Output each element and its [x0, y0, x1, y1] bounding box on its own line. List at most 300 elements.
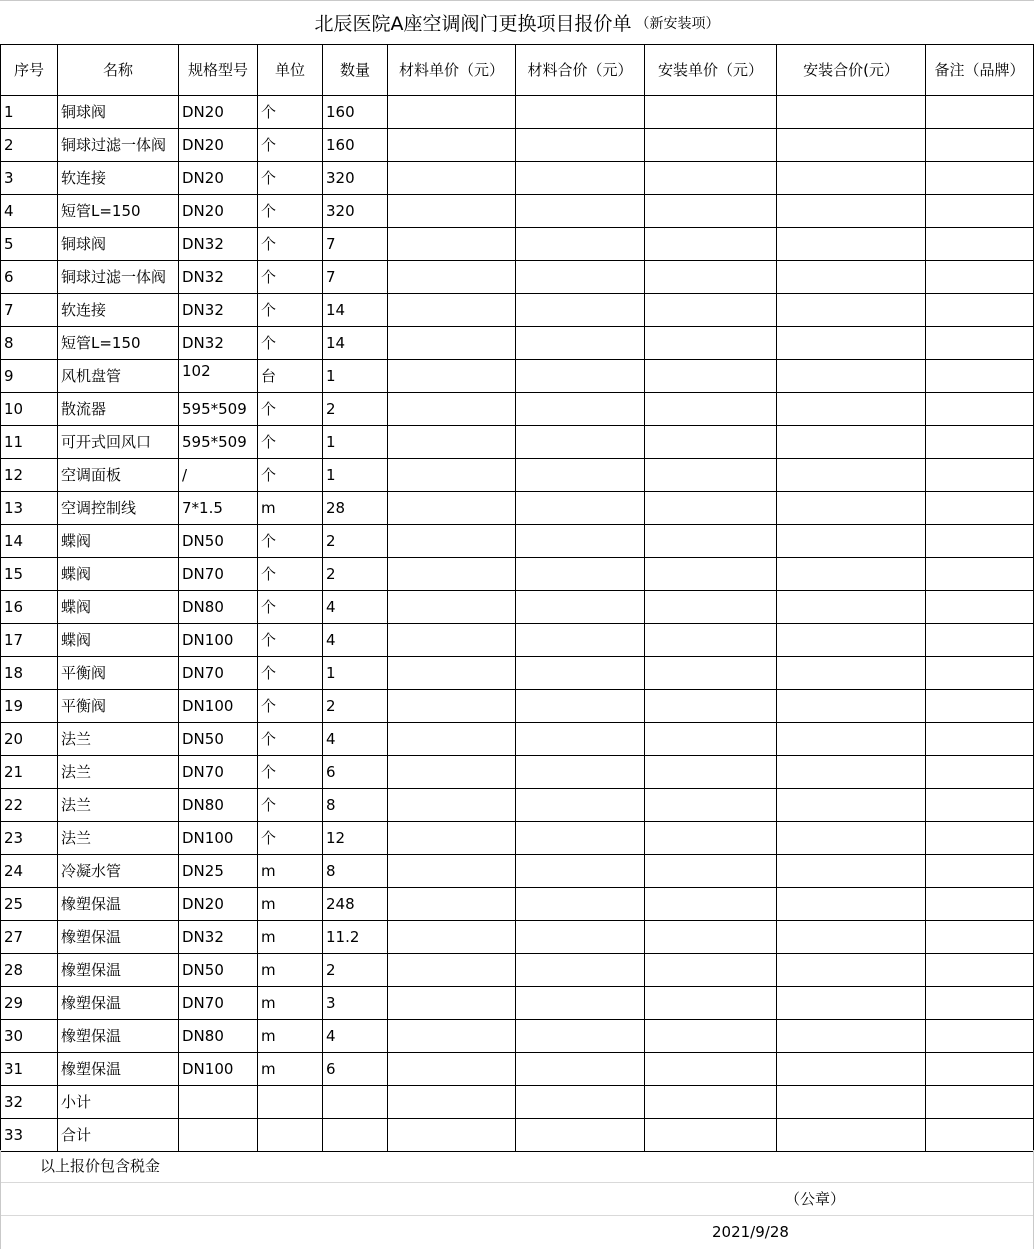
row-remark — [926, 459, 1034, 492]
row-unit: 个 — [258, 228, 323, 261]
row-name: 法兰 — [58, 756, 179, 789]
row-spec: DN32 — [179, 261, 258, 294]
row-qty: 1 — [323, 360, 388, 393]
page-subtitle: （新安装项） — [635, 15, 720, 32]
table-row — [1, 789, 1034, 822]
row-install-unit-price — [645, 525, 777, 558]
row-no: 10 — [1, 393, 58, 426]
row-no: 15 — [1, 558, 58, 591]
row-unit: 个 — [258, 657, 323, 690]
row-install-unit-price — [645, 261, 777, 294]
row-material-unit-price — [388, 426, 516, 459]
row-spec: DN20 — [179, 195, 258, 228]
row-material-unit-price — [388, 822, 516, 855]
row-unit: 个 — [258, 195, 323, 228]
row-install-unit-price — [645, 195, 777, 228]
row-material-total — [516, 657, 645, 690]
row-material-total — [516, 1020, 645, 1053]
row-qty: 7 — [323, 228, 388, 261]
row-spec — [179, 1086, 258, 1119]
table-row — [1, 1020, 1034, 1053]
row-material-unit-price — [388, 657, 516, 690]
row-name: 冷凝水管 — [58, 855, 179, 888]
row-material-total — [516, 96, 645, 129]
row-name: 软连接 — [58, 294, 179, 327]
row-remark — [926, 294, 1034, 327]
row-install-total — [777, 624, 926, 657]
row-install-unit-price — [645, 987, 777, 1020]
row-material-total — [516, 459, 645, 492]
row-unit: 个 — [258, 393, 323, 426]
row-install-total — [777, 162, 926, 195]
row-material-total — [516, 162, 645, 195]
row-material-total — [516, 129, 645, 162]
row-qty: 4 — [323, 1020, 388, 1053]
row-remark — [926, 921, 1034, 954]
row-unit: 台 — [258, 360, 323, 393]
row-spec: DN100 — [179, 624, 258, 657]
row-no: 1 — [1, 96, 58, 129]
row-material-unit-price — [388, 129, 516, 162]
row-install-unit-price — [645, 855, 777, 888]
row-qty: 1 — [323, 657, 388, 690]
row-material-total — [516, 558, 645, 591]
row-spec: 595*509 — [179, 426, 258, 459]
seal-row — [0, 1183, 1034, 1216]
row-unit: m — [258, 987, 323, 1020]
row-no: 18 — [1, 657, 58, 690]
row-name: 蝶阀 — [58, 525, 179, 558]
row-qty: 14 — [323, 327, 388, 360]
row-spec: DN70 — [179, 558, 258, 591]
row-install-unit-price — [645, 327, 777, 360]
row-install-total — [777, 228, 926, 261]
quote-table — [0, 44, 1034, 1152]
row-material-unit-price — [388, 756, 516, 789]
row-no: 9 — [1, 360, 58, 393]
row-no: 20 — [1, 723, 58, 756]
row-name: 散流器 — [58, 393, 179, 426]
row-remark — [926, 1086, 1034, 1119]
row-no: 3 — [1, 162, 58, 195]
row-name: 蝶阀 — [58, 591, 179, 624]
row-no: 17 — [1, 624, 58, 657]
row-material-total — [516, 360, 645, 393]
row-qty: 320 — [323, 162, 388, 195]
row-install-unit-price — [645, 294, 777, 327]
row-material-unit-price — [388, 1119, 516, 1152]
col-header-name: 名称 — [58, 45, 179, 96]
row-no: 28 — [1, 954, 58, 987]
row-install-total — [777, 327, 926, 360]
row-spec: DN80 — [179, 591, 258, 624]
row-install-total — [777, 459, 926, 492]
row-qty: 8 — [323, 855, 388, 888]
table-row — [1, 129, 1034, 162]
tax-note: 以上报价包含税金 — [0, 1150, 1034, 1183]
row-material-unit-price — [388, 228, 516, 261]
row-unit: 个 — [258, 129, 323, 162]
row-unit: 个 — [258, 162, 323, 195]
table-body — [1, 96, 1034, 1152]
row-install-unit-price — [645, 888, 777, 921]
row-remark — [926, 723, 1034, 756]
row-qty: 28 — [323, 492, 388, 525]
row-name: 铜球阀 — [58, 228, 179, 261]
row-unit: 个 — [258, 624, 323, 657]
row-material-unit-price — [388, 954, 516, 987]
table-row — [1, 921, 1034, 954]
row-install-total — [777, 426, 926, 459]
row-spec: DN32 — [179, 294, 258, 327]
row-install-unit-price — [645, 360, 777, 393]
row-install-total — [777, 591, 926, 624]
row-install-unit-price — [645, 591, 777, 624]
row-install-total — [777, 1086, 926, 1119]
row-no: 13 — [1, 492, 58, 525]
row-name: 软连接 — [58, 162, 179, 195]
row-spec: DN80 — [179, 1020, 258, 1053]
row-install-total — [777, 129, 926, 162]
table-row — [1, 855, 1034, 888]
col-header-install-total: 安装合价(元） — [777, 45, 926, 96]
table-row — [1, 195, 1034, 228]
row-material-unit-price — [388, 987, 516, 1020]
row-install-unit-price — [645, 162, 777, 195]
row-material-unit-price — [388, 1086, 516, 1119]
row-no: 24 — [1, 855, 58, 888]
row-remark — [926, 591, 1034, 624]
row-material-total — [516, 525, 645, 558]
row-remark — [926, 492, 1034, 525]
col-header-material-unit-price: 材料单价（元） — [388, 45, 516, 96]
row-qty: 160 — [323, 129, 388, 162]
col-header-remark: 备注（品牌） — [926, 45, 1034, 96]
row-material-total — [516, 327, 645, 360]
row-no: 5 — [1, 228, 58, 261]
table-row — [1, 1119, 1034, 1152]
row-install-unit-price — [645, 459, 777, 492]
row-qty: 1 — [323, 459, 388, 492]
row-unit: 个 — [258, 789, 323, 822]
row-name: 铜球过滤一体阀 — [58, 129, 179, 162]
row-install-total — [777, 921, 926, 954]
row-qty: 1 — [323, 426, 388, 459]
row-spec: DN70 — [179, 657, 258, 690]
row-spec: DN32 — [179, 327, 258, 360]
row-material-unit-price — [388, 1053, 516, 1086]
row-material-unit-price — [388, 921, 516, 954]
row-no: 23 — [1, 822, 58, 855]
row-no: 8 — [1, 327, 58, 360]
row-install-total — [777, 1053, 926, 1086]
row-install-unit-price — [645, 1119, 777, 1152]
row-material-total — [516, 789, 645, 822]
row-material-total — [516, 987, 645, 1020]
row-qty: 3 — [323, 987, 388, 1020]
row-qty: 6 — [323, 756, 388, 789]
row-spec: DN50 — [179, 723, 258, 756]
row-install-total — [777, 657, 926, 690]
row-name: 空调面板 — [58, 459, 179, 492]
row-install-total — [777, 492, 926, 525]
row-material-total — [516, 690, 645, 723]
row-unit: m — [258, 954, 323, 987]
row-remark — [926, 195, 1034, 228]
row-spec: DN70 — [179, 987, 258, 1020]
row-qty: 2 — [323, 393, 388, 426]
row-material-total — [516, 195, 645, 228]
row-qty: 248 — [323, 888, 388, 921]
col-header-install-unit-price: 安装单价（元） — [645, 45, 777, 96]
row-install-unit-price — [645, 1086, 777, 1119]
row-qty — [323, 1086, 388, 1119]
table-row — [1, 1086, 1034, 1119]
row-spec: 7*1.5 — [179, 492, 258, 525]
col-header-material-total: 材料合价（元） — [516, 45, 645, 96]
row-install-total — [777, 756, 926, 789]
row-remark — [926, 855, 1034, 888]
row-qty — [323, 1119, 388, 1152]
row-unit: m — [258, 921, 323, 954]
table-row — [1, 162, 1034, 195]
row-install-total — [777, 690, 926, 723]
row-unit: 个 — [258, 327, 323, 360]
row-qty: 6 — [323, 1053, 388, 1086]
table-row — [1, 657, 1034, 690]
row-remark — [926, 228, 1034, 261]
table-row — [1, 426, 1034, 459]
row-install-total — [777, 558, 926, 591]
row-install-unit-price — [645, 921, 777, 954]
quote-date: 2021/9/28 — [712, 1223, 789, 1241]
row-spec: DN50 — [179, 954, 258, 987]
row-install-unit-price — [645, 96, 777, 129]
row-unit: 个 — [258, 690, 323, 723]
row-spec: DN80 — [179, 789, 258, 822]
row-no: 22 — [1, 789, 58, 822]
table-row — [1, 954, 1034, 987]
row-install-unit-price — [645, 954, 777, 987]
row-material-unit-price — [388, 624, 516, 657]
row-material-unit-price — [388, 855, 516, 888]
row-spec: DN20 — [179, 888, 258, 921]
row-name: 橡塑保温 — [58, 987, 179, 1020]
row-material-unit-price — [388, 690, 516, 723]
row-install-total — [777, 723, 926, 756]
row-unit: 个 — [258, 591, 323, 624]
row-unit: m — [258, 1020, 323, 1053]
row-material-total — [516, 426, 645, 459]
row-qty: 8 — [323, 789, 388, 822]
row-install-total — [777, 1119, 926, 1152]
title-row — [0, 0, 1034, 44]
row-qty: 11.2 — [323, 921, 388, 954]
row-spec: DN20 — [179, 96, 258, 129]
row-name: 橡塑保温 — [58, 921, 179, 954]
row-install-unit-price — [645, 657, 777, 690]
row-spec: DN100 — [179, 1053, 258, 1086]
row-spec: / — [179, 459, 258, 492]
row-install-unit-price — [645, 1020, 777, 1053]
row-install-unit-price — [645, 723, 777, 756]
row-install-total — [777, 525, 926, 558]
header-row — [1, 45, 1034, 96]
row-install-total — [777, 360, 926, 393]
table-row — [1, 987, 1034, 1020]
row-remark — [926, 624, 1034, 657]
row-remark — [926, 96, 1034, 129]
row-material-unit-price — [388, 261, 516, 294]
col-header-no: 序号 — [1, 45, 58, 96]
row-name: 合计 — [58, 1119, 179, 1152]
row-unit: 个 — [258, 426, 323, 459]
row-no: 6 — [1, 261, 58, 294]
table-row — [1, 558, 1034, 591]
row-remark — [926, 822, 1034, 855]
row-remark — [926, 162, 1034, 195]
row-spec: 102 — [179, 360, 258, 393]
row-name: 铜球过滤一体阀 — [58, 261, 179, 294]
row-qty: 2 — [323, 690, 388, 723]
row-spec: DN100 — [179, 690, 258, 723]
row-no: 29 — [1, 987, 58, 1020]
row-remark — [926, 525, 1034, 558]
row-install-total — [777, 261, 926, 294]
row-remark — [926, 360, 1034, 393]
table-row — [1, 360, 1034, 393]
row-unit: 个 — [258, 261, 323, 294]
row-install-unit-price — [645, 822, 777, 855]
row-name: 蝶阀 — [58, 624, 179, 657]
row-material-total — [516, 1119, 645, 1152]
row-material-total — [516, 261, 645, 294]
row-unit — [258, 1086, 323, 1119]
row-no: 25 — [1, 888, 58, 921]
row-qty: 4 — [323, 723, 388, 756]
row-no: 19 — [1, 690, 58, 723]
row-install-total — [777, 954, 926, 987]
row-material-unit-price — [388, 393, 516, 426]
row-remark — [926, 756, 1034, 789]
row-spec: DN100 — [179, 822, 258, 855]
row-material-total — [516, 228, 645, 261]
table-row — [1, 327, 1034, 360]
row-remark — [926, 789, 1034, 822]
row-install-unit-price — [645, 228, 777, 261]
table-row — [1, 822, 1034, 855]
row-remark — [926, 129, 1034, 162]
row-install-total — [777, 294, 926, 327]
table-row — [1, 591, 1034, 624]
row-unit: 个 — [258, 756, 323, 789]
row-material-total — [516, 492, 645, 525]
row-material-total — [516, 756, 645, 789]
row-name: 铜球阀 — [58, 96, 179, 129]
row-no: 31 — [1, 1053, 58, 1086]
row-remark — [926, 558, 1034, 591]
row-no: 21 — [1, 756, 58, 789]
row-qty: 2 — [323, 558, 388, 591]
row-spec: DN50 — [179, 525, 258, 558]
row-install-unit-price — [645, 756, 777, 789]
row-qty: 160 — [323, 96, 388, 129]
row-unit: 个 — [258, 525, 323, 558]
row-material-unit-price — [388, 558, 516, 591]
row-name: 橡塑保温 — [58, 954, 179, 987]
row-unit: 个 — [258, 822, 323, 855]
table-row — [1, 1053, 1034, 1086]
row-no: 33 — [1, 1119, 58, 1152]
row-no: 12 — [1, 459, 58, 492]
row-material-total — [516, 822, 645, 855]
row-qty: 4 — [323, 624, 388, 657]
row-install-total — [777, 96, 926, 129]
row-qty: 7 — [323, 261, 388, 294]
row-unit: m — [258, 492, 323, 525]
row-install-unit-price — [645, 492, 777, 525]
table-row — [1, 261, 1034, 294]
row-unit: m — [258, 1053, 323, 1086]
col-header-qty: 数量 — [323, 45, 388, 96]
table-row — [1, 690, 1034, 723]
row-no: 27 — [1, 921, 58, 954]
table-row — [1, 756, 1034, 789]
row-name: 平衡阀 — [58, 657, 179, 690]
row-install-unit-price — [645, 624, 777, 657]
date-row — [0, 1216, 1034, 1249]
row-no: 2 — [1, 129, 58, 162]
table-row — [1, 723, 1034, 756]
row-remark — [926, 954, 1034, 987]
row-material-unit-price — [388, 723, 516, 756]
row-name: 法兰 — [58, 789, 179, 822]
row-name: 平衡阀 — [58, 690, 179, 723]
row-no: 30 — [1, 1020, 58, 1053]
row-unit: 个 — [258, 558, 323, 591]
row-material-total — [516, 393, 645, 426]
row-remark — [926, 1053, 1034, 1086]
row-unit: 个 — [258, 294, 323, 327]
row-material-total — [516, 1053, 645, 1086]
row-unit: 个 — [258, 459, 323, 492]
row-material-total — [516, 954, 645, 987]
table-row — [1, 96, 1034, 129]
sheet-edge-left — [0, 1150, 1, 1249]
row-unit: m — [258, 855, 323, 888]
row-material-total — [516, 624, 645, 657]
row-material-total — [516, 855, 645, 888]
row-install-total — [777, 789, 926, 822]
row-name: 蝶阀 — [58, 558, 179, 591]
row-install-unit-price — [645, 393, 777, 426]
row-install-total — [777, 888, 926, 921]
row-material-unit-price — [388, 360, 516, 393]
row-remark — [926, 261, 1034, 294]
row-material-unit-price — [388, 294, 516, 327]
row-install-total — [777, 1020, 926, 1053]
row-qty: 14 — [323, 294, 388, 327]
row-install-unit-price — [645, 1053, 777, 1086]
table-row — [1, 393, 1034, 426]
row-remark — [926, 1119, 1034, 1152]
row-material-total — [516, 1086, 645, 1119]
row-material-total — [516, 294, 645, 327]
row-remark — [926, 426, 1034, 459]
seal-label: （公章） — [785, 1190, 846, 1208]
row-install-unit-price — [645, 690, 777, 723]
row-name: 小计 — [58, 1086, 179, 1119]
